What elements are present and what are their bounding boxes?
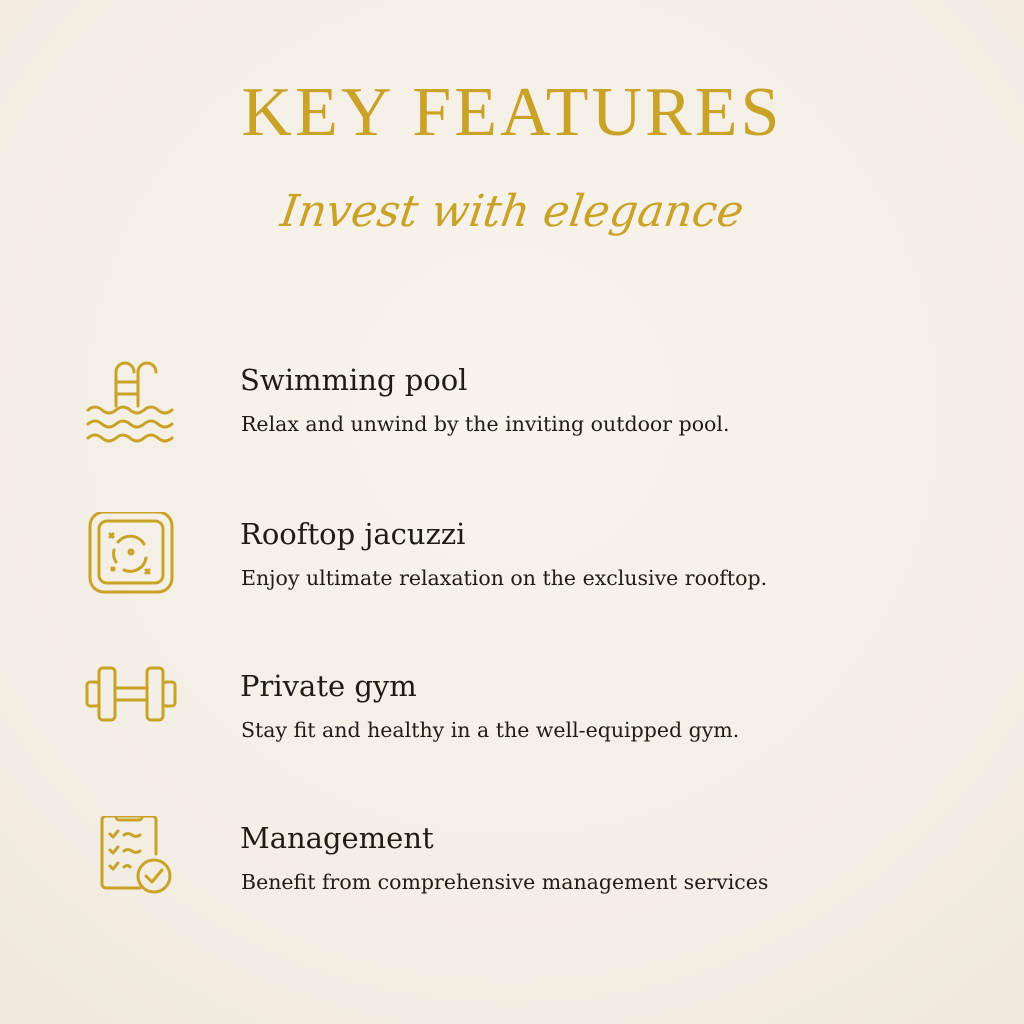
page-title: KEY FEATURES: [241, 74, 783, 151]
feature-title: Private gym: [240, 669, 417, 703]
feature-title: Management: [240, 821, 434, 855]
feature-title: Swimming pool: [240, 363, 468, 397]
feature-description: Stay fit and healthy in a the well-equipped gym.: [241, 718, 740, 742]
feature-rooftop-jacuzzi: [80, 512, 980, 612]
feature-swimming-pool: [80, 358, 980, 458]
feature-description: Enjoy ultimate relaxation on the exclusive rooftop.: [241, 566, 768, 590]
page-subtitle: Invest with elegance: [277, 186, 747, 237]
clipboard-check-icon: [80, 816, 180, 916]
dumbbell-icon: [80, 664, 180, 764]
feature-management: [80, 816, 980, 916]
feature-title: Rooftop jacuzzi: [240, 517, 466, 551]
swimming-pool-icon: [80, 358, 180, 458]
feature-description: Relax and unwind by the inviting outdoor pool.: [241, 412, 730, 436]
jacuzzi-icon: [80, 512, 180, 612]
feature-description: Benefit from comprehensive management services: [241, 870, 769, 894]
feature-private-gym: [80, 664, 980, 764]
